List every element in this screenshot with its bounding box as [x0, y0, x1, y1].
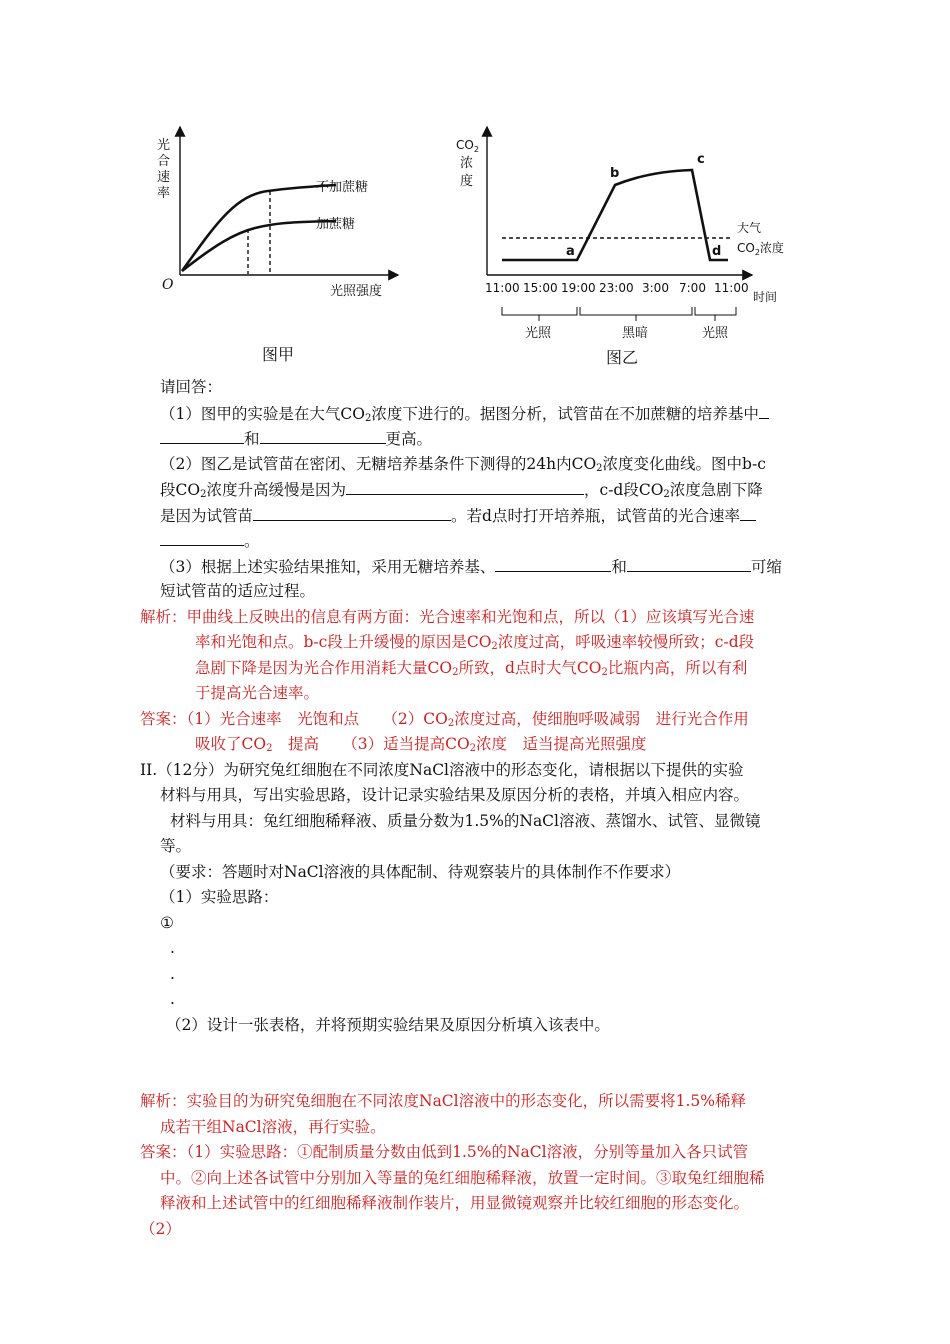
- yi-tick-3: 19:00: [561, 281, 596, 295]
- jia-y-label-3: 速: [157, 170, 171, 185]
- yi-tick-7: 11:00: [714, 281, 749, 295]
- jia-label-upper: 不加蔗糖: [316, 180, 369, 195]
- figure-yi: [456, 127, 784, 367]
- jia-origin: O: [162, 277, 174, 293]
- answer-1: 答案：（1）光合速率 光饱和点 $(2)CO_2$浓度过高，使细胞呼吸减弱 进行光合作用 吸收了$CO_2$ 提高 （3）适当提高$CO_2$浓度 适当提高光照强度: [140, 709, 749, 754]
- figures-svg: [140, 115, 820, 375]
- q2-line2: 段$CO_2$浓度升高缓慢是因为 ，c-d段$CO_2$浓度急剧下降: [140, 477, 810, 503]
- yi-point-a: a: [566, 244, 575, 259]
- yi-y-label-3: 度: [460, 174, 474, 189]
- yi-x-label: 时间: [753, 290, 778, 304]
- q3-line1: （3）根据上述实验结果推知，采用无糖培养基、 和 可缩: [140, 554, 810, 580]
- yi-brace-1: [502, 307, 577, 315]
- answer-2: 答案：（1）实验思路：①配制质量分数由低到1.5%的NaCl溶液，分别等量加入各只试管 中。②向上述各试管中分别加入等量的兔红细胞稀释液，放置一定时间。③取兔红细胞稀 释液和上述试管中的红细胞稀释液制作装片，用显微镜观察并比较红细胞的形态变化。 （2）: [140, 1143, 765, 1238]
- q1-line1: （1）图甲的实验是在大气$CO_2$浓度下进行的。据图分析，试管苗在不加蔗糖的培养基中: [140, 401, 810, 427]
- yi-caption: 图乙: [606, 348, 639, 367]
- figure-jia: [157, 127, 398, 364]
- yi-tick-2: 15:00: [523, 281, 558, 295]
- q1-blank-2[interactable]: [260, 426, 386, 444]
- jia-x-label: 光照强度: [330, 284, 383, 299]
- q2-line1: （2）图乙是试管苗在密闭、无糖培养基条件下测得的24h内$CO_2$浓度变化曲线。图中b-c: [160, 454, 766, 474]
- yi-atm-label-2: $CO_2$浓度: [737, 241, 784, 257]
- jia-caption: 图甲: [262, 345, 295, 364]
- yi-period-2: 黑暗: [622, 326, 649, 341]
- yi-point-d: d: [712, 244, 722, 259]
- jia-label-lower: 加蔗糖: [316, 217, 356, 232]
- curve-not-sucrose: [182, 187, 336, 272]
- yi-tick-1: 11:00: [485, 281, 520, 295]
- yi-atm-label-1: 大气: [737, 221, 762, 235]
- yi-tick-6: 7:00: [679, 281, 706, 295]
- part-2: II.（12分）为研究兔红细胞在不同浓度NaCl溶液中的形态变化，请根据以下提供的实验 材料与用具，写出实验思路，设计记录实验结果及原因分析的表格，并填入相应内容。 材料与用具：兔红细胞稀释液、质量分数为1.5%的NaCl溶液、蒸馏水、试管、显微镜 等。 （要求：答题时对NaCl溶液的具体配制、待观察装片的具体制作不作要求） （1）实验思路： ① . . . （2）设计一张表格，并将预期实验结果及原因分析填入该表中。: [140, 760, 761, 1034]
- q3-blank-2[interactable]: [627, 554, 751, 572]
- question-text: [140, 375, 810, 1242]
- analysis-2: 解析：实验目的为研究兔细胞在不同浓度NaCl溶液中的形态变化，所以需要将1.5%稀释 成若干组NaCl溶液，再行实验。: [140, 1092, 747, 1136]
- q1-blank-1a[interactable]: [759, 401, 769, 419]
- yi-point-b: b: [610, 166, 620, 181]
- yi-brace-3: [695, 307, 736, 315]
- jia-curve-lower: [182, 221, 336, 271]
- yi-tick-5: 3:00: [642, 281, 669, 295]
- yi-tick-4: 23:00: [599, 281, 634, 295]
- yi-y-label-co: $CO_2$: [456, 138, 479, 154]
- yi-period-1: 光照: [525, 326, 552, 341]
- q2-blank-1[interactable]: [346, 477, 584, 495]
- q3-line2: 短试管苗的适应过程。: [160, 582, 316, 600]
- curve-upper-line: [182, 186, 338, 271]
- q3-blank-1[interactable]: [495, 554, 611, 572]
- yi-curve: [502, 170, 728, 260]
- yi-period-3: 光照: [702, 326, 729, 341]
- q2-blank-3b[interactable]: [160, 528, 244, 546]
- jia-y-label-4: 率: [157, 186, 171, 201]
- q2-line4: 。: [140, 528, 810, 554]
- yi-point-c: c: [697, 152, 705, 167]
- jia-y-label-2: 合: [157, 154, 171, 169]
- yi-y-label-2: 浓: [460, 156, 474, 171]
- q2-blank-3a[interactable]: [740, 503, 756, 521]
- q2-blank-2[interactable]: [253, 503, 451, 521]
- jia-y-label-1: 光: [157, 138, 171, 153]
- figures-area: [140, 115, 820, 375]
- q1-line2: 和 更高。: [140, 426, 810, 452]
- yi-brace-2: [580, 307, 692, 315]
- q1-blank-1b[interactable]: [160, 426, 244, 444]
- intro: 请回答：: [160, 378, 223, 396]
- q2-line3: 是因为试管苗 。若d点时打开培养瓶，试管苗的光合速率: [140, 503, 810, 529]
- analysis-1: 解析：甲曲线上反映出的信息有两方面：光合速率和光饱和点，所以（1）应该填写光合速 率和光饱和点。b-c段上升缓慢的原因是$CO_2$浓度过高，呼吸速率较慢所致；c-d段 急剧下降是因为光合作用消耗大量$CO_2$所致，d点时大气$CO_2$比瓶内高，所以有利 于提高光合速率。: [140, 607, 755, 702]
